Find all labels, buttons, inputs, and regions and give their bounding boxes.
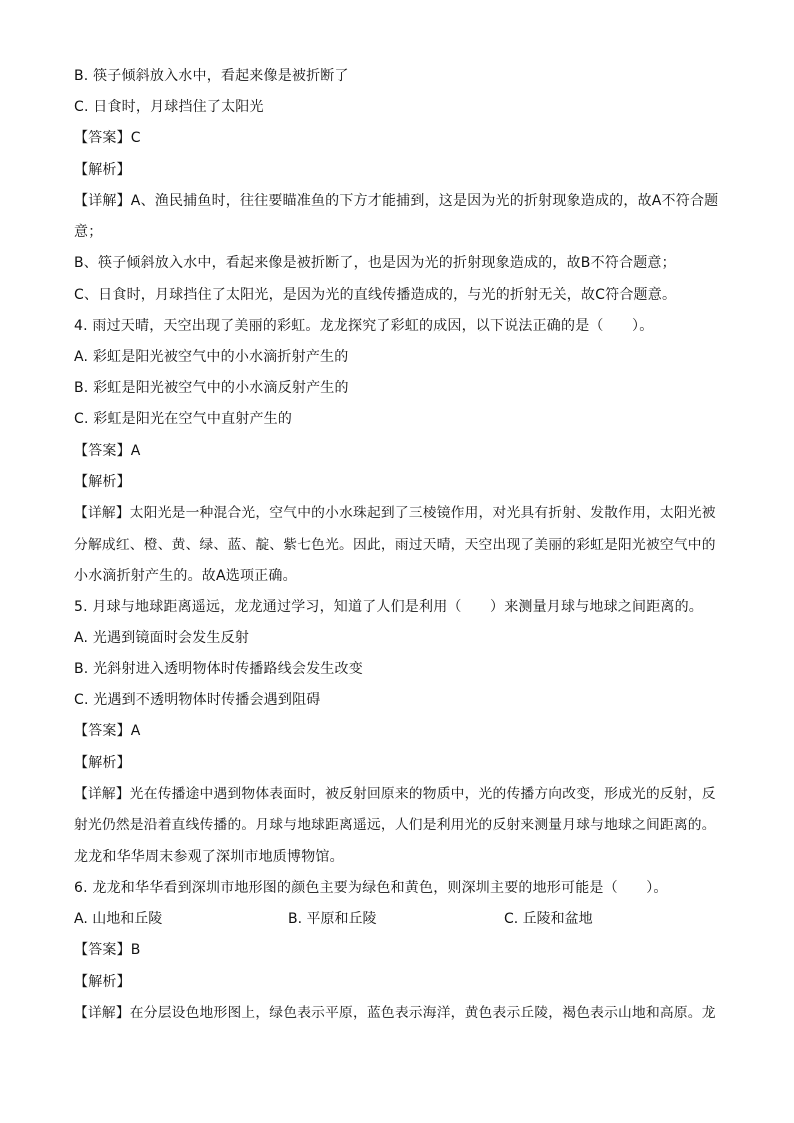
q5-detail-line-1: 【详解】光在传播途中遇到物体表面时，被反射回原来的物质中，光的传播方向改变，形成光的反射，反 bbox=[74, 786, 716, 802]
q6-analysis-label: 【解析】 bbox=[74, 974, 131, 990]
context-line: 龙龙和华华周末参观了深圳市地质博物馆。 bbox=[74, 849, 344, 865]
q5-option-c: C. 光遇到不透明物体时传播会遇到阻碍 bbox=[74, 692, 321, 708]
q4-question: 4. 雨过天晴，天空出现了美丽的彩虹。龙龙探究了彩虹的成因，以下说法正确的是（ ）。 bbox=[74, 318, 654, 334]
q3-detail-line-3: B、筷子倾斜放入水中，看起来像是被折断了，也是因为光的折射现象造成的，故B不符合题意； bbox=[74, 255, 676, 271]
q5-question: 5. 月球与地球距离遥远，龙龙通过学习，知道了人们是利用（ ）来测量月球与地球之间距离的。 bbox=[74, 599, 704, 615]
q4-option-b: B. 彩虹是阳光被空气中的小水滴反射产生的 bbox=[74, 380, 349, 396]
q5-analysis-label: 【解析】 bbox=[74, 755, 131, 771]
q5-answer: 【答案】A bbox=[74, 723, 141, 739]
q6-option-b: B. 平原和丘陵 bbox=[288, 911, 377, 927]
q3-detail-line-1: 【详解】A、渔民捕鱼时，往往要瞄准鱼的下方才能捕到，这是因为光的折射现象造成的，故A不符合题 bbox=[74, 193, 719, 209]
q6-answer: 【答案】B bbox=[74, 942, 141, 958]
q4-detail-line-3: 小水滴折射产生的。故A选项正确。 bbox=[74, 568, 297, 584]
q3-option-c: C. 日食时，月球挡住了太阳光 bbox=[74, 99, 264, 115]
q6-question: 6. 龙龙和华华看到深圳市地形图的颜色主要为绿色和黄色，则深圳主要的地形可能是（ ）。 bbox=[74, 880, 668, 896]
q4-analysis-label: 【解析】 bbox=[74, 474, 131, 490]
q4-detail-line-1: 【详解】太阳光是一种混合光，空气中的小水珠起到了三棱镜作用，对光具有折射、发散作用，太阳光被 bbox=[74, 505, 716, 521]
q3-option-b: B. 筷子倾斜放入水中，看起来像是被折断了 bbox=[74, 68, 349, 84]
q3-answer: 【答案】C bbox=[74, 130, 141, 146]
q3-analysis-label: 【解析】 bbox=[74, 162, 131, 178]
q4-detail-line-2: 分解成红、橙、黄、绿、蓝、靛、紫七色光。因此，雨过天晴，天空出现了美丽的彩虹是阳光被空气中的 bbox=[74, 537, 716, 553]
q4-answer: 【答案】A bbox=[74, 443, 141, 459]
q6-detail-line-1: 【详解】在分层设色地形图上，绿色表示平原，蓝色表示海洋，黄色表示丘陵，褐色表示山地和高原。龙 bbox=[74, 1005, 716, 1021]
q5-detail-line-2: 射光仍然是沿着直线传播的。月球与地球距离遥远，人们是利用光的反射来测量月球与地球之间距离的。 bbox=[74, 817, 716, 833]
q5-option-a: A. 光遇到镜面时会发生反射 bbox=[74, 630, 250, 646]
q4-option-a: A. 彩虹是阳光被空气中的小水滴折射产生的 bbox=[74, 349, 349, 365]
q6-option-a: A. 山地和丘陵 bbox=[74, 911, 163, 927]
q5-option-b: B. 光斜射进入透明物体时传播路线会发生改变 bbox=[74, 661, 363, 677]
q3-detail-line-4: C、日食时，月球挡住了太阳光，是因为光的直线传播造成的，与光的折射无关，故C符合题意。 bbox=[74, 287, 677, 303]
q4-option-c: C. 彩虹是阳光在空气中直射产生的 bbox=[74, 411, 293, 427]
q3-detail-line-2: 意； bbox=[74, 224, 103, 240]
q6-option-c: C. 丘陵和盆地 bbox=[504, 911, 593, 927]
